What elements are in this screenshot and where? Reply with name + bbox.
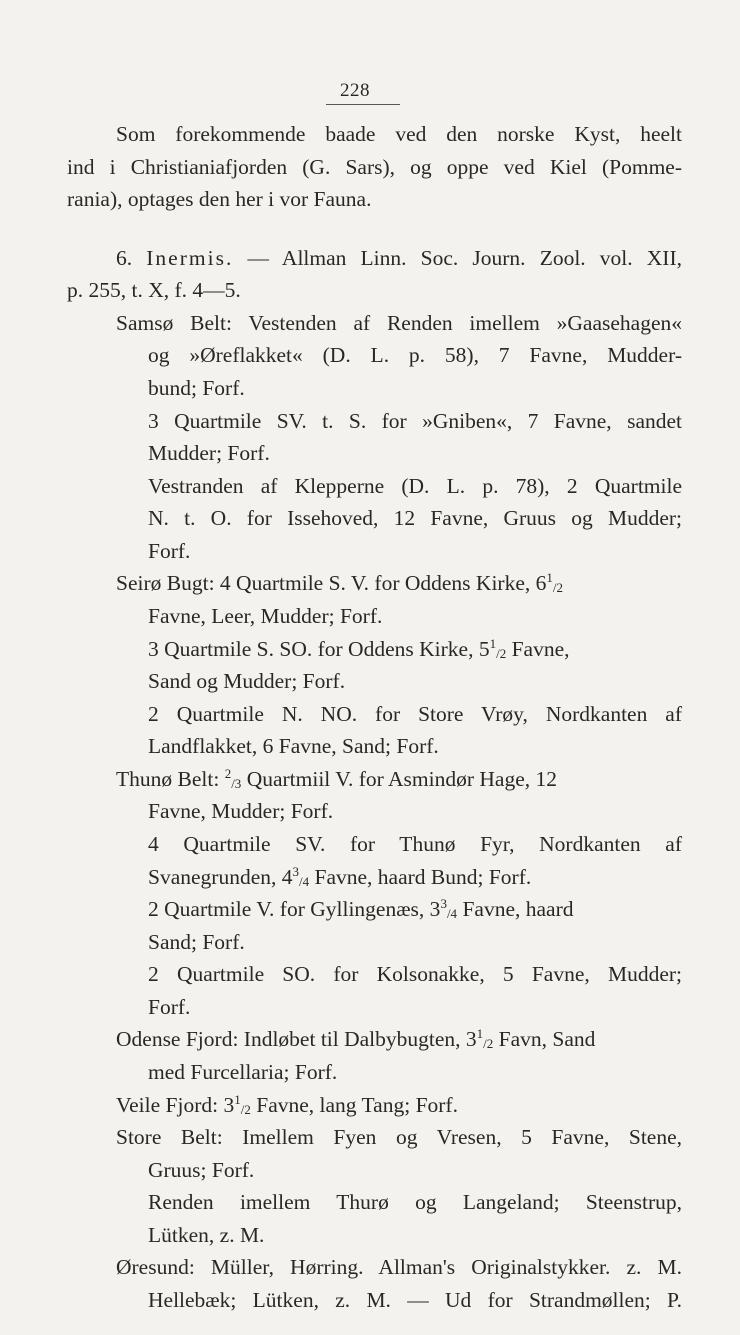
text-line: rania), optages den her i vor Fauna.	[67, 187, 372, 212]
species-heading	[116, 245, 683, 270]
text-line: Forf.	[148, 994, 191, 1019]
text-line: Svanegrunden, $4^3_{/4}$ Favne, haard Bund; Forf.	[148, 863, 532, 889]
page-number-underline	[326, 104, 400, 105]
text-line: 3 Quartmile SV. t. S. for »Gniben«, 7 Favne, sandet	[148, 408, 682, 433]
text-line: 3 Quartmile S. SO. for Oddens Kirke, $5^1_{/2}$ Favne,	[148, 635, 570, 661]
text-line: 2 Quartmile V. for Gyllingenæs, $3^3_{/4}$ Favne, haard	[148, 896, 574, 922]
text-line: bund; Forf.	[148, 375, 245, 400]
page-number: 228	[340, 80, 370, 101]
locality-entry: Samsø Belt: Vestenden af Renden imellem »Gaasehagen«	[116, 310, 682, 335]
species-reference: — Allman Linn. Soc. Journ. Zool. vol. XII,	[247, 245, 683, 270]
locality-entry: Store Belt: Imellem Fyen og Vresen, 5 Favne, Stene,	[116, 1125, 682, 1150]
text-line: ind i Christianiafjorden (G. Sars), og oppe ved Kiel (Pomme-	[67, 154, 682, 179]
text-line: Sand og Mudder; Forf.	[148, 669, 346, 694]
locality-entry: Seirø Bugt: 4 Quartmile S. V. for Oddens Kirke, $6^1_{/2}$	[116, 570, 563, 596]
species-name: Inermis.	[146, 245, 234, 270]
species-number: 6.	[116, 245, 133, 270]
text-line: 2 Quartmile N. NO. for Store Vrøy, Nordkanten af	[148, 701, 682, 726]
locality-entry: Odense Fjord: Indløbet til Dalbybugten, $3^1_{/2}$ Favn, Sand	[116, 1026, 596, 1052]
text-line: N. t. O. for Issehoved, 12 Favne, Gruus og Mudder;	[148, 506, 682, 531]
text-line: Favne, Leer, Mudder; Forf.	[148, 603, 383, 628]
text-line: Renden imellem Thurø og Langeland; Steenstrup,	[148, 1190, 682, 1215]
text-line: 2 Quartmile SO. for Kolsonakke, 5 Favne, Mudder;	[148, 962, 682, 987]
text-line: Landflakket, 6 Favne, Sand; Forf.	[148, 734, 439, 759]
text-line: Gruus; Forf.	[148, 1157, 255, 1182]
text-line: 4 Quartmile SV. for Thunø Fyr, Nordkanten af	[148, 831, 682, 856]
text-line: Hellebæk; Lütken, z. M. — Ud for Strandmøllen; P.	[148, 1288, 682, 1312]
text-line: og »Øreflakket« (D. L. p. 58), 7 Favne, Mudder-	[148, 343, 682, 368]
text-line: med Furcellaria; Forf.	[148, 1059, 338, 1084]
text-line: Vestranden af Klepperne (D. L. p. 78), 2 Quartmile	[148, 473, 682, 498]
text-line: Sand; Forf.	[148, 929, 245, 954]
text-line: Forf.	[148, 538, 191, 563]
text-line: Som forekommende baade ved den norske Kyst, heelt	[116, 122, 682, 147]
text-line: Favne, Mudder; Forf.	[148, 799, 334, 824]
text-line: Lütken, z. M.	[148, 1222, 265, 1247]
locality-entry: Thunø Belt: $^2_{/3}$ Quartmiil V. for Asmindør Hage, 12	[116, 765, 558, 791]
text-line: Mudder; Forf.	[148, 441, 270, 466]
locality-entry: Veile Fjord: $3^1_{/2}$ Favne, lang Tang; Forf.	[116, 1091, 458, 1117]
text-line: p. 255, t. X, f. 4—5.	[67, 278, 241, 303]
locality-entry: Øresund: Müller, Hørring. Allman's Originalstykker. z. M.	[116, 1255, 682, 1280]
